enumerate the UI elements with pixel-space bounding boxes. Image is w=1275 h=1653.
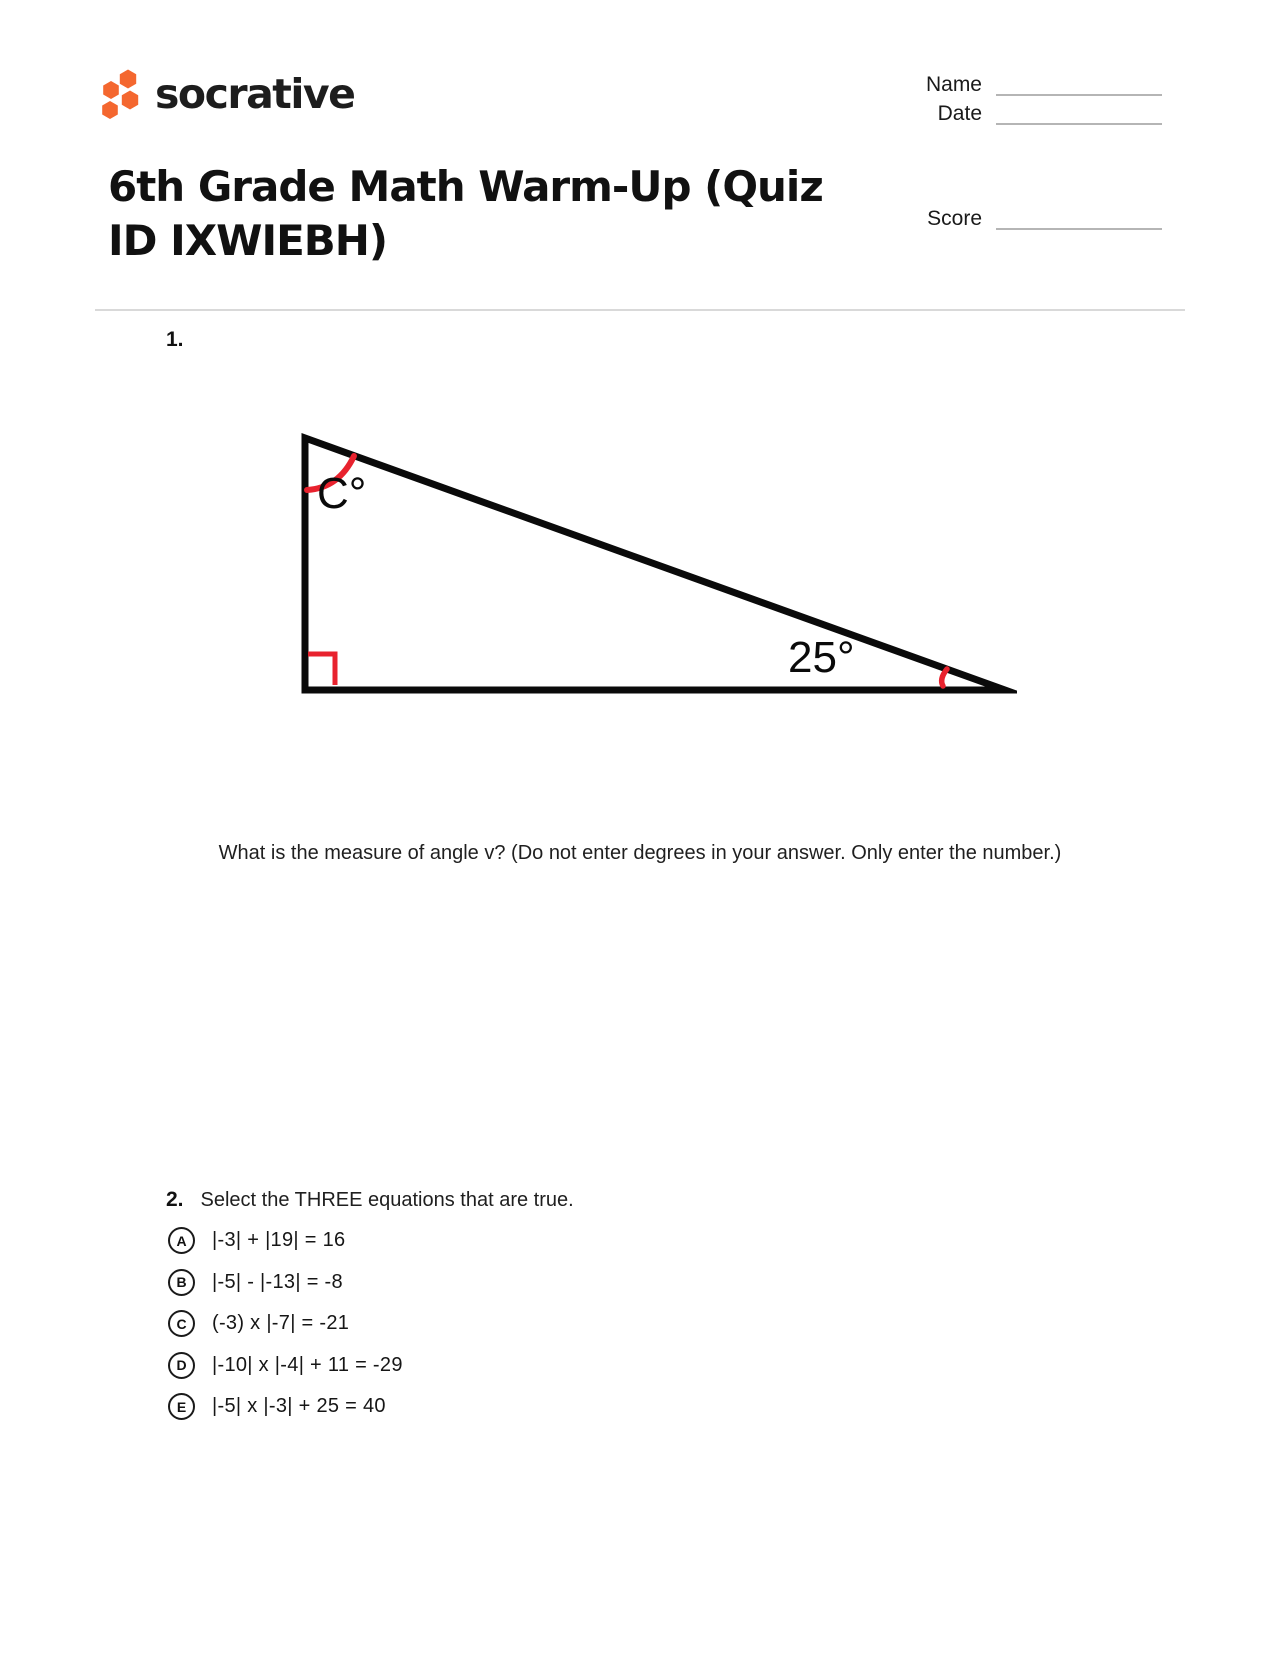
name-label: Name [925,73,982,96]
socrative-logo [100,68,354,124]
question-2-choices [168,1227,403,1435]
choice-equation-d: |-10| x |-4| + 11 = -29 [212,1353,403,1376]
quiz-title: 6th Grade Math Warm-Up (Quiz ID IXWIEBH) [108,162,823,265]
triangle-figure [293,428,1017,705]
choice-bubble-a[interactable]: A [168,1227,195,1254]
triangle-right-angle-label: 25° [788,633,855,682]
choice-bubble-d[interactable]: D [168,1352,195,1379]
choice-equation-a: |-3| + |19| = 16 [212,1229,346,1251]
date-label: Date [937,102,982,125]
date-blank-line[interactable] [996,103,1162,125]
triangle-outline [305,438,1005,690]
choice-row-a[interactable] [168,1227,403,1254]
right-angle-mark [308,654,335,685]
choice-row-d[interactable] [168,1352,403,1379]
question-2-number: 2. [166,1188,184,1211]
socrative-logo-icon [100,68,144,124]
choice-row-c[interactable] [168,1310,403,1337]
socrative-logo-text: socrative [155,69,355,118]
right-vertex-angle-arc [942,669,947,686]
question-2-prompt: Select the THREE equations that are true. [200,1189,574,1211]
header-divider [95,309,1185,311]
choice-bubble-b[interactable]: B [168,1269,195,1296]
name-date-block [860,74,1162,132]
choice-equation-e: |-5| x |-3| + 25 = 40 [212,1395,386,1417]
choice-equation-b: |-5| - |-13| = -8 [212,1270,343,1293]
score-label: Score [927,207,982,230]
question-2-header [166,1188,574,1212]
choice-row-b[interactable] [168,1269,403,1296]
score-block [860,208,1162,237]
triangle-top-angle-label: C° [317,469,367,518]
date-field-row [860,103,1162,125]
score-field-row [860,208,1162,230]
question-1-number: 1. [166,328,184,351]
choice-row-e[interactable] [168,1393,403,1420]
question-1-prompt: What is the measure of angle v? (Do not enter degrees in your answer. Only enter the number.) [218,842,1062,864]
choice-bubble-e[interactable]: E [168,1393,195,1420]
score-blank-line[interactable] [996,208,1162,230]
name-field-row [860,74,1162,96]
name-blank-line[interactable] [996,74,1162,96]
choice-bubble-c[interactable]: C [168,1310,195,1337]
choice-equation-c: (-3) x |-7| = -21 [212,1312,350,1334]
